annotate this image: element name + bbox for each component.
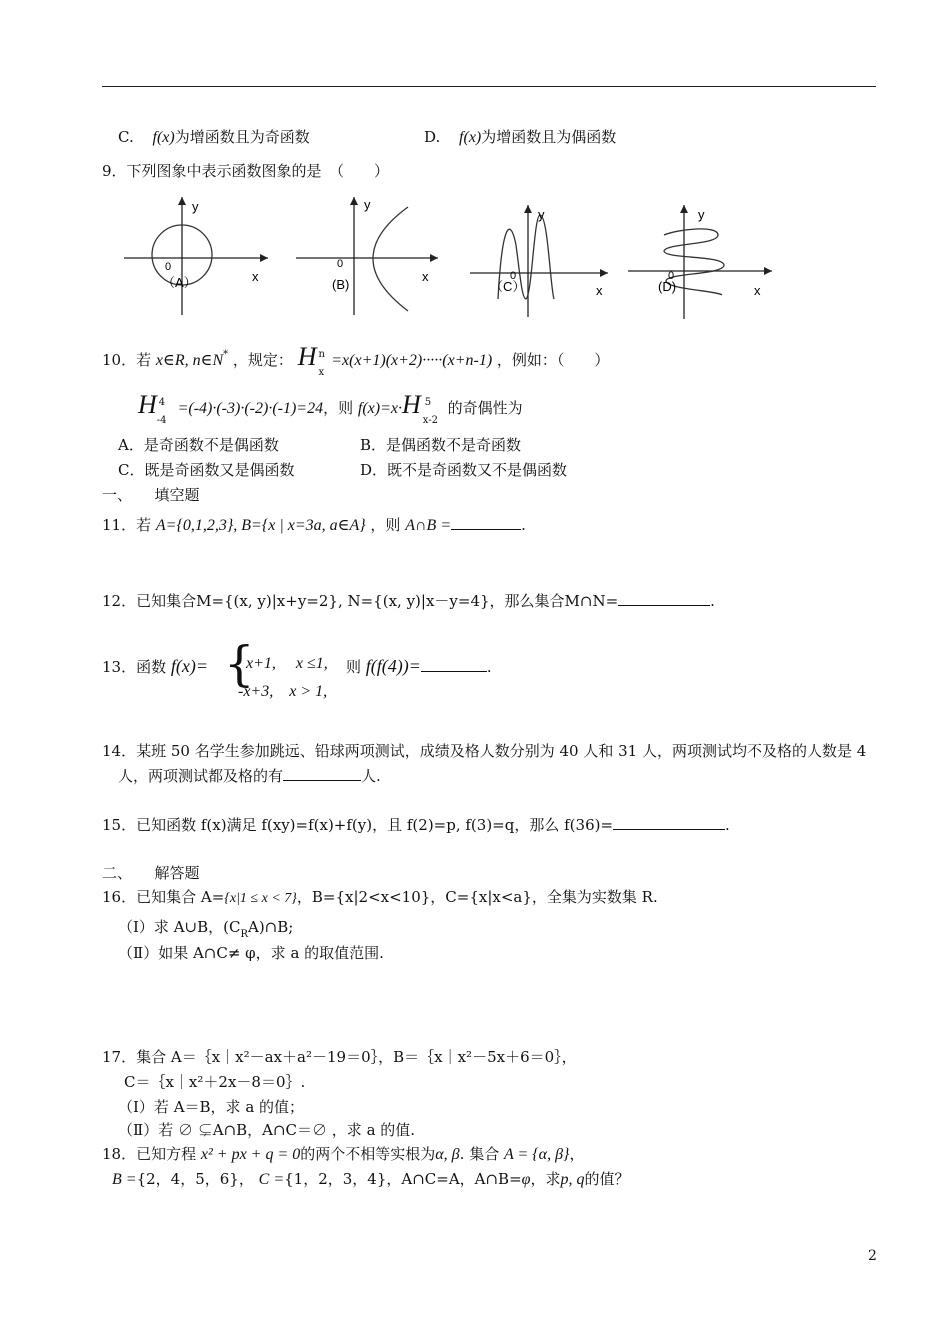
q13-case-1: x+1, x ≤1, xyxy=(246,655,328,672)
graph-a-label: （A） xyxy=(162,275,197,290)
q18-line-2: B ={2，4，5，6}， C ={1，2，3，4}，A∩C=A，A∩B=φ，求p, q的值？ xyxy=(112,1170,630,1188)
q10-example: H 4 -4 =(-4)·(-3)·(-2)·(-1)=24，则 f(x)=x·H 5 x-2 的奇偶性为 xyxy=(138,390,523,426)
q14-answer-blank[interactable] xyxy=(283,766,361,781)
graph-d-x-label: x xyxy=(754,283,761,298)
q9-graphs xyxy=(118,195,788,325)
q16-part-1: （Ⅰ）求 A∪B，$(C_RA)\cap B$; xyxy=(118,918,294,940)
graph-b-origin: 0 xyxy=(337,258,344,270)
graph-c-x-label: x xyxy=(596,283,603,298)
graph-a-origin: 0 xyxy=(165,261,172,273)
q11-answer-blank[interactable] xyxy=(451,515,521,530)
q17-line-1: 17．集合 A＝｛x｜x²－ax＋a²－19＝0｝，B＝｛x｜x²－5x＋6＝0｝， xyxy=(102,1048,577,1066)
q10-option-a: A．是奇函数不是偶函数 xyxy=(118,436,279,454)
q13-brace: { xyxy=(224,636,255,692)
q10-stem: 10．若 x∈R, n∈N* ，规定： H n x =x(x+1)(x+2)·····(x+n-1) ，例如：（ ） xyxy=(102,342,610,378)
q8-option-d: D. f(x)为增函数且为偶函数 xyxy=(424,128,617,146)
q10-option-d: D．既不是奇函数又不是偶函数 xyxy=(360,461,568,479)
graph-d-origin: 0 xyxy=(668,270,675,282)
section-answer-heading: 二、 解答题 xyxy=(102,864,200,882)
q13: 13．函数 f(x)= xyxy=(102,656,208,676)
graph-a-x-label: x xyxy=(252,269,259,284)
q14-line-1: 14．某班 50 名学生参加跳远、铅球两项测试，成绩及格人数分别为 40 人和 31 人，两项测试均不及格的人数是 4 xyxy=(102,742,867,760)
q18-line-1: 18．已知方程 x² + px + q = 0的两个不相等实根为α, β. 集合 A = {α, β}， xyxy=(102,1145,585,1163)
graph-a xyxy=(124,197,268,315)
graph-d-label: (D) xyxy=(658,279,677,294)
section-fill-in-heading: 一、 填空题 xyxy=(102,486,200,504)
q11: 11．若 A={0,1,2,3}, B={x | x=3a, a∈A} ，则 A∩B = . xyxy=(102,516,526,534)
q16-part-2: （Ⅱ）如果 A∩C≠ φ，求 a 的取值范围. xyxy=(118,944,384,962)
graph-b-label: (B) xyxy=(332,277,350,292)
graph-d-y-label: y xyxy=(698,207,705,222)
q16-stem: 16．已知集合 A={x|1 ≤ x < 7}，B={x|2<x<10}，C={x|x<a}，全集为实数集 R. xyxy=(102,888,658,906)
q10-option-c: C．既是奇函数又是偶函数 xyxy=(118,461,295,479)
q13-answer-blank[interactable] xyxy=(421,657,487,672)
q17-part-2: （Ⅱ）若 ∅ ⊊A∩B，A∩C＝∅ ，求 a 的值. xyxy=(118,1121,416,1139)
graph-c xyxy=(470,205,608,317)
q17-line-2: C＝｛x｜x²＋2x－8＝0｝. xyxy=(124,1073,306,1091)
q13-case-2: -x+3, x > 1, xyxy=(238,683,328,700)
q9-stem: 9．下列图象中表示函数图象的是 （ ） xyxy=(102,162,390,180)
graph-b-x-label: x xyxy=(422,269,429,284)
q12-answer-blank[interactable] xyxy=(618,591,710,606)
q12: 12．已知集合M={(x, y)|x+y=2}, N={(x, y)|x－y=4}，那么集合M∩N= . xyxy=(102,592,715,610)
graph-c-label: （C） xyxy=(490,279,526,294)
q15-answer-blank[interactable] xyxy=(613,815,725,830)
page-number: 2 xyxy=(868,1248,877,1264)
graph-b xyxy=(296,197,438,315)
q8-option-c: C. f(x)为增函数且为奇函数 xyxy=(118,128,310,146)
graph-b-y-label: y xyxy=(364,197,371,212)
q15: 15．已知函数 f(x)满足 f(xy)=f(x)+f(y)，且 f(2)=p, f(3)=q，那么 f(36)= . xyxy=(102,816,730,834)
graph-c-origin: 0 xyxy=(510,270,517,282)
header-rule xyxy=(102,86,876,87)
graph-d xyxy=(628,205,772,319)
q10-option-b: B．是偶函数不是奇函数 xyxy=(360,436,522,454)
graph-c-y-label: y xyxy=(538,207,545,222)
q17-part-1: （Ⅰ）若 A＝B，求 a 的值； xyxy=(118,1098,305,1116)
q13-tail: 则 f(f(4))= . xyxy=(346,656,492,676)
graph-a-y-label: y xyxy=(192,199,199,214)
q14-line-2: 人，两项测试都及格的有 人. xyxy=(118,767,381,785)
